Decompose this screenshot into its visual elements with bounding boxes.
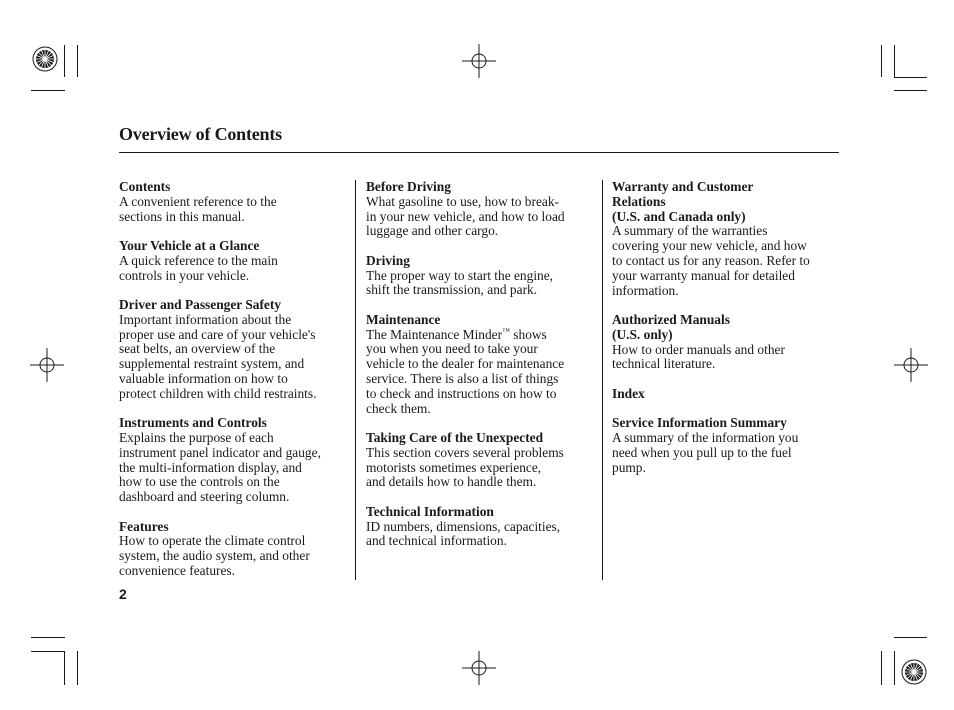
section-heading: Index [612, 385, 645, 401]
section-heading: Instruments and Controls [119, 415, 267, 431]
section-heading: Authorized Manuals (U.S. only) [612, 311, 730, 342]
section-heading: Warranty and Customer Relations (U.S. and Canada only) [612, 179, 754, 224]
crop-mark [64, 45, 65, 77]
crosshair-icon [462, 651, 496, 685]
crop-mark [77, 45, 78, 77]
section-body: What gasoline to use, how to break- in your new vehicle, and how to load luggage and other cargo. [366, 193, 565, 239]
crop-mark [31, 90, 65, 91]
body-text: shows you when you need to take your vehicle to the dealer for maintenance service. There is also a list of things to check and instructions on how to check them. [366, 326, 565, 416]
section-heading: Taking Care of the Unexpected [366, 429, 544, 445]
crop-mark [881, 651, 882, 685]
column-1 [119, 180, 351, 593]
crosshair-icon [462, 44, 496, 78]
section-index [612, 387, 840, 402]
section-heading: Features [119, 518, 169, 534]
column-divider [355, 180, 356, 580]
section-body: The proper way to start the engine, shift the transmission, and park. [366, 267, 554, 298]
section-body: Explains the purpose of each instrument panel indicator and gauge, the multi-information display, and how to use the controls on the dashboard and steering column. [119, 429, 321, 505]
section-technical-information [366, 505, 594, 549]
section-instruments-controls [119, 416, 351, 505]
section-service-information-summary [612, 416, 840, 475]
section-heading: Technical Information [366, 503, 494, 519]
crop-mark [894, 651, 895, 685]
section-features [119, 520, 351, 579]
section-heading: Driving [366, 252, 410, 268]
crop-mark [894, 637, 927, 638]
section-driving [366, 254, 594, 298]
section-authorized-manuals [612, 313, 840, 372]
section-driver-passenger-safety [119, 298, 351, 402]
section-heading: Your Vehicle at a Glance [119, 237, 260, 253]
registration-target-icon [900, 658, 928, 686]
section-body: ID numbers, dimensions, capacities, and technical information. [366, 518, 561, 549]
crop-mark [881, 45, 882, 77]
section-body: Important information about the proper use and care of your vehicle's seat belts, an overview of the supplemental restraint system, and valuable information on how to protect children with child restraints. [119, 311, 317, 401]
section-contents [119, 180, 351, 224]
page-number: 2 [119, 586, 127, 602]
section-body: A convenient reference to the sections in this manual. [119, 193, 277, 224]
section-heading: Before Driving [366, 179, 451, 194]
section-heading: Service Information Summary [612, 415, 787, 431]
section-body: How to operate the climate control system, the audio system, and other convenience features. [119, 533, 310, 578]
crosshair-icon [894, 348, 928, 382]
section-taking-care-unexpected [366, 431, 594, 490]
column-2 [366, 180, 594, 564]
section-body: This section covers several problems motorists sometimes experience, and details how to handle them. [366, 444, 564, 490]
section-maintenance [366, 313, 594, 417]
section-body [366, 328, 594, 417]
crop-mark [77, 651, 78, 685]
section-vehicle-at-a-glance [119, 239, 351, 283]
crop-mark [31, 651, 65, 652]
crop-mark [64, 651, 65, 685]
crosshair-icon [30, 348, 64, 382]
title-rule [119, 152, 839, 153]
crop-mark [894, 77, 927, 78]
page-title: Overview of Contents [119, 124, 282, 144]
section-body: A summary of the information you need when you pull up to the fuel pump. [612, 429, 799, 475]
section-body: How to order manuals and other technical literature. [612, 341, 785, 372]
body-text: The Maintenance Minder [366, 326, 503, 342]
crop-mark [894, 90, 927, 91]
registration-target-icon [31, 45, 59, 73]
section-heading: Contents [119, 179, 171, 194]
column-3 [612, 180, 840, 490]
crop-mark [31, 637, 65, 638]
section-heading: Driver and Passenger Safety [119, 296, 282, 312]
section-heading: Maintenance [366, 311, 441, 327]
section-body: A quick reference to the main controls in your vehicle. [119, 252, 278, 283]
section-before-driving [366, 180, 594, 239]
section-warranty-customer-relations [612, 180, 840, 298]
crop-mark [894, 45, 895, 77]
trademark-symbol: ™ [502, 326, 510, 336]
column-divider [602, 180, 603, 580]
section-body: A summary of the warranties covering your new vehicle, and how to contact us for any reason. Refer to your warranty manual for detailed information. [612, 223, 810, 298]
